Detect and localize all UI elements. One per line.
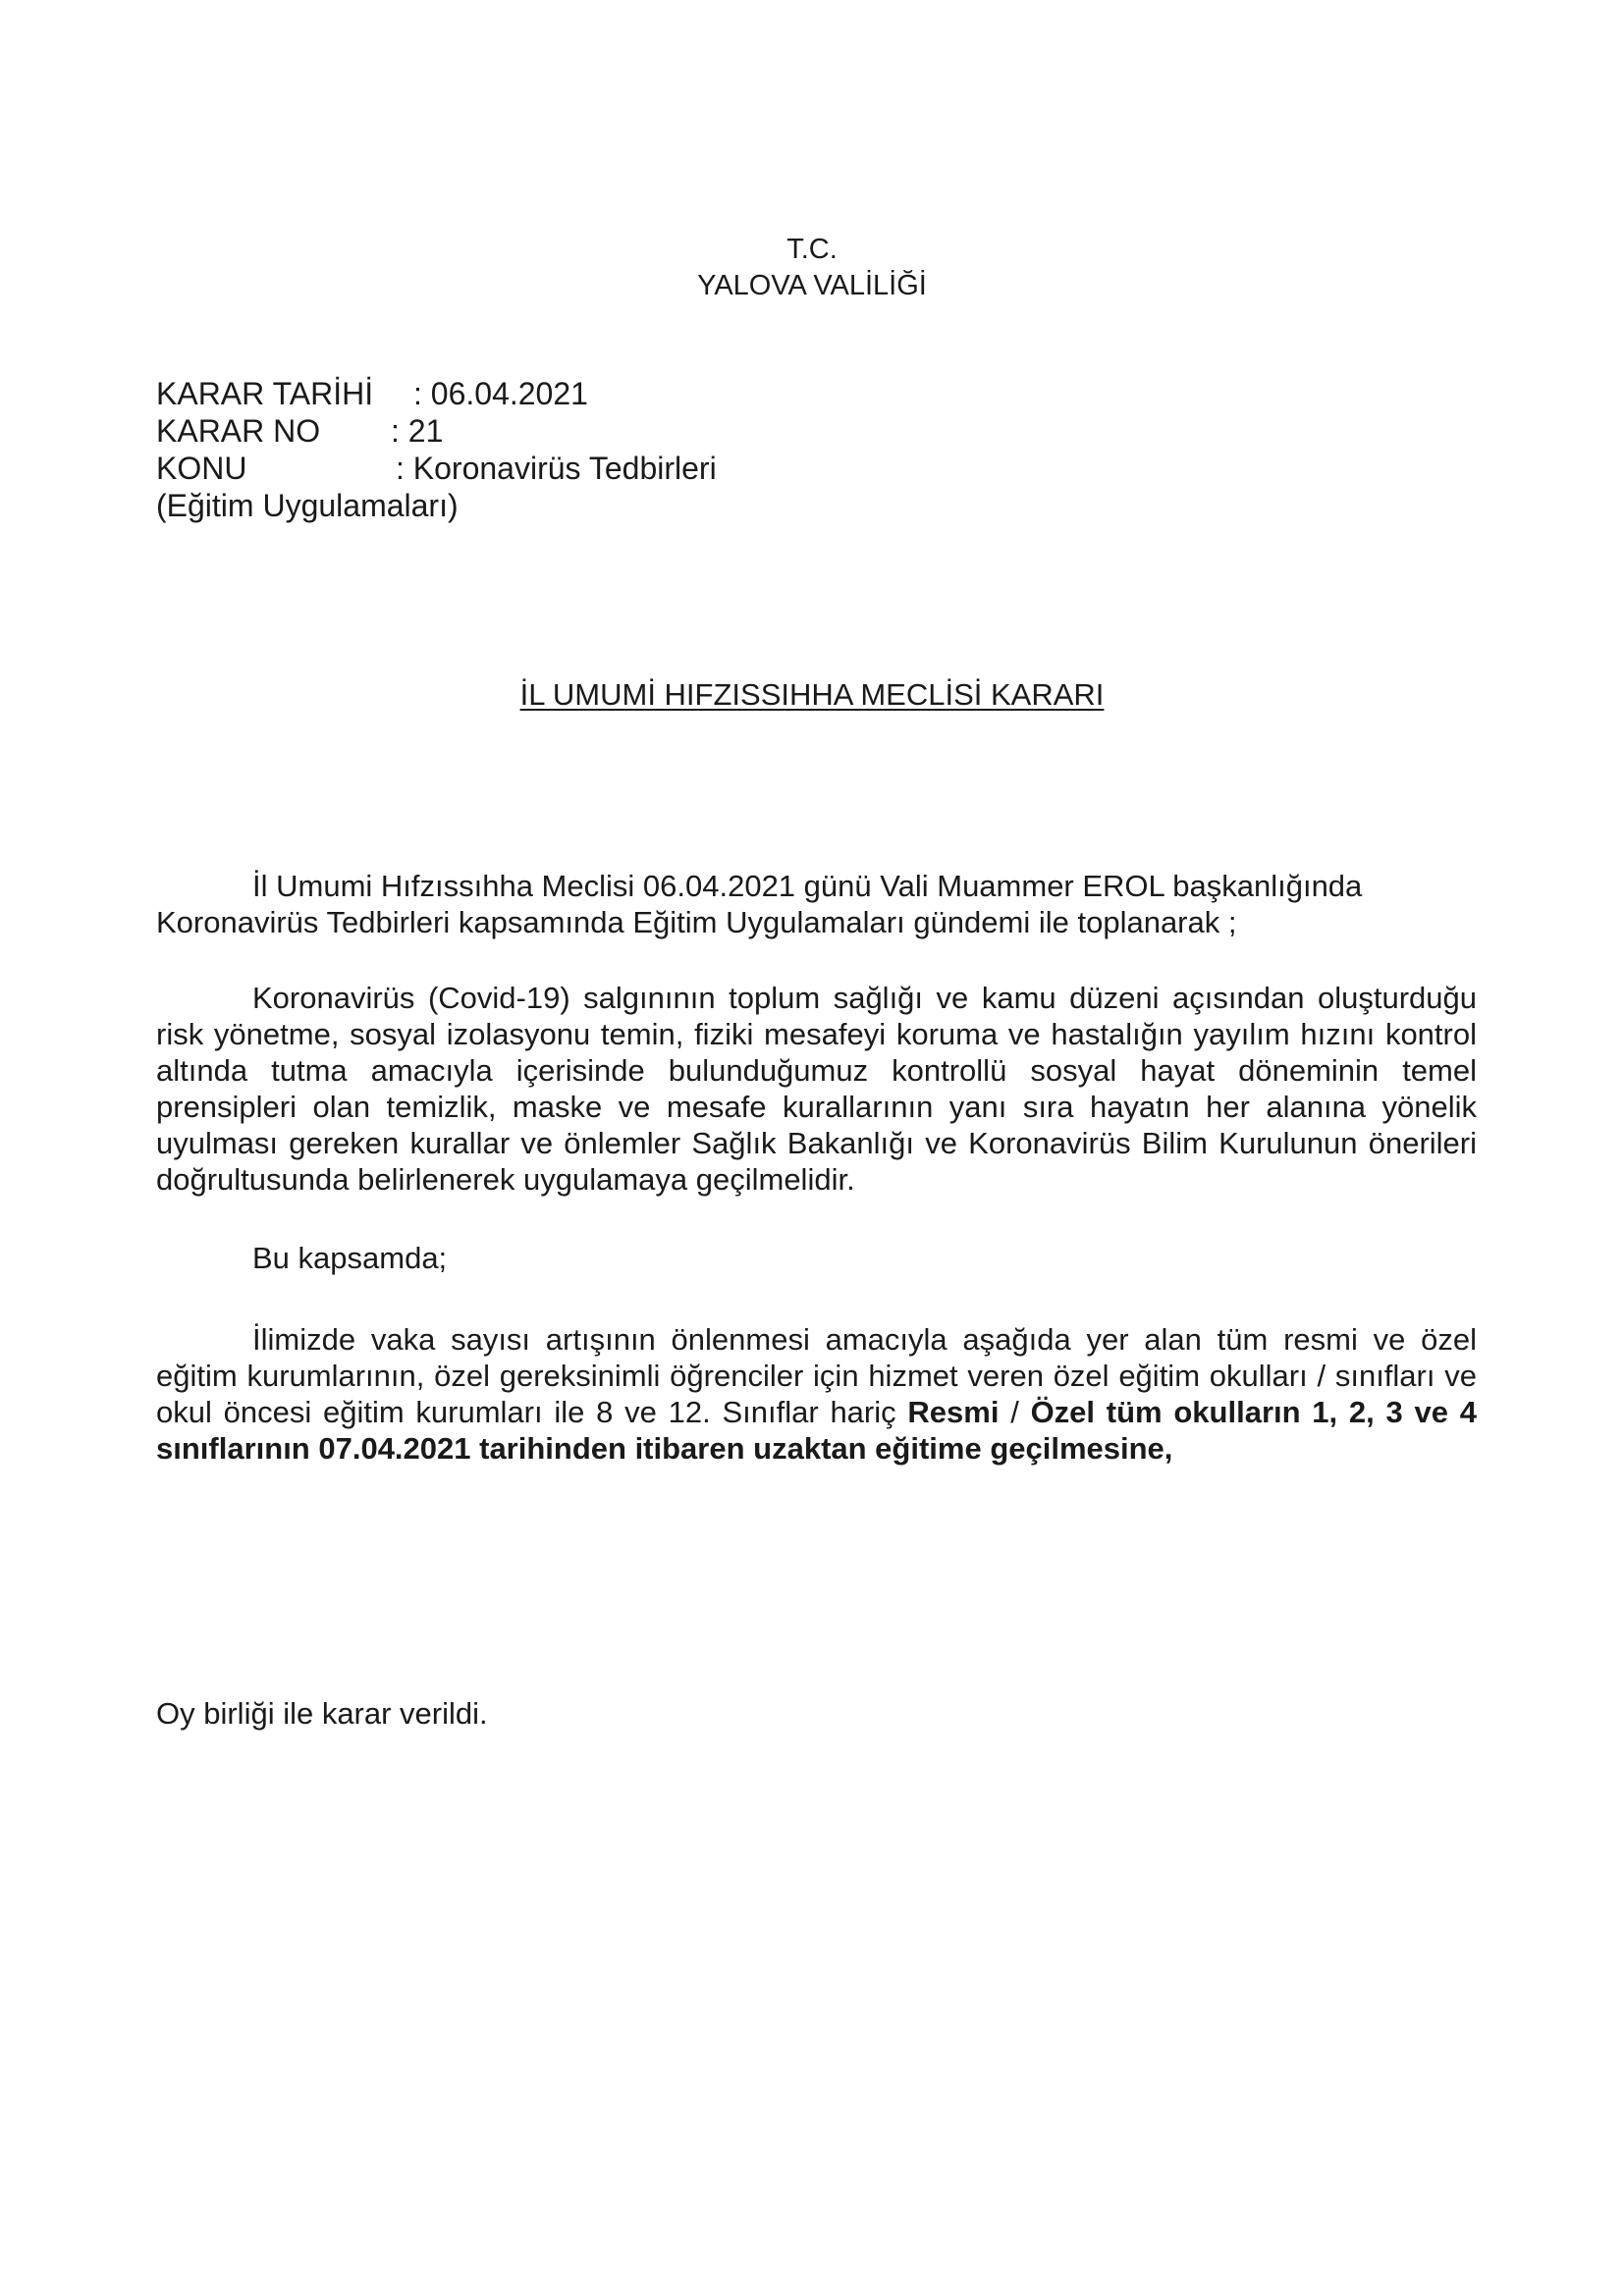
subject-line2: (Eğitim Uygulamaları)	[156, 488, 459, 523]
decision-no-row	[156, 412, 717, 450]
paragraph-scope	[156, 1240, 1477, 1276]
subject-row	[156, 450, 717, 487]
decision-metadata	[156, 375, 717, 524]
paragraph-meeting	[156, 868, 1477, 940]
paragraph-meeting-text: İl Umumi Hıfzıssıhha Meclisi 06.04.2021 günü Vali Muammer EROL başkanlığında Koronavirüs Tedbirleri kapsamında Eğitim Uygulamaları gündemi ile toplanarak ;	[156, 869, 1363, 939]
paragraph-decision	[156, 1321, 1477, 1467]
decision-no-value: : 21	[391, 413, 444, 449]
decision-no-label: KARAR NO	[156, 413, 321, 449]
paragraph-context	[156, 980, 1477, 1198]
header-governorship: YALOVA VALİLİĞİ	[697, 270, 927, 301]
paragraph-scope-text: Bu kapsamda;	[252, 1241, 448, 1275]
header-tc: T.C.	[786, 234, 838, 265]
document-title: İL UMUMİ HIFZISSIHHA MECLİSİ KARARI	[519, 677, 1105, 712]
paragraph-unanimous-text: Oy birliği ile karar verildi.	[156, 1696, 488, 1731]
paragraph-decision-text	[156, 1321, 1477, 1467]
subject-label: KONU	[156, 451, 247, 486]
decision-date-value: : 06.04.2021	[413, 376, 588, 411]
document-header	[0, 232, 1624, 304]
paragraph-context-text: Koronavirüs (Covid-19) salgınının toplum sağlığı ve kamu düzeni açısından oluşturduğu risk yönetme, sosyal izolasyonu temin, fiziki mesafeyi koruma ve hastalığın yayılım hızını kontrol altında tutma amacıyla içerisinde bulunduğumuz kontrollü sosyal hayat döneminin temel prensipleri olan temizlik, maske ve mesafe kurallarının yanı sıra hayatın her alanına yönelik uyulması gereken kurallar ve önlemler Sağlık Bakanlığı ve Koronavirüs Bilim Kurulunun önerileri doğrultusunda belirlenerek uygulamaya geçilmelidir.	[156, 981, 1477, 1197]
decision-text-normal: İlimizde vaka sayısı artışının önlenmesi amacıyla aşağıda yer alan tüm resmi ve özel eğitim kurumlarının, özel gereksinimli öğrenciler için hizmet veren özel eğitim okulları / sınıfları ve okul öncesi eğitim kurumları ile 8 ve 12. Sınıflar hariç	[156, 1322, 1477, 1429]
decision-date-row	[156, 375, 717, 412]
decision-text-bold-private: Özel tüm okulların 1, 2, 3 ve 4 sınıflarının 07.04.2021 tarihinden itibaren uzaktan eğitime geçilmesine,	[156, 1395, 1477, 1466]
subject-value: : Koronavirüs Tedbirleri	[396, 451, 717, 486]
decision-text-separator: /	[999, 1395, 1031, 1429]
decision-text-bold-public: Resmi	[907, 1395, 1000, 1429]
decision-date-label: KARAR TARİHİ	[156, 376, 374, 411]
paragraph-unanimous	[156, 1695, 1477, 1732]
subject-line2-row	[156, 487, 717, 524]
